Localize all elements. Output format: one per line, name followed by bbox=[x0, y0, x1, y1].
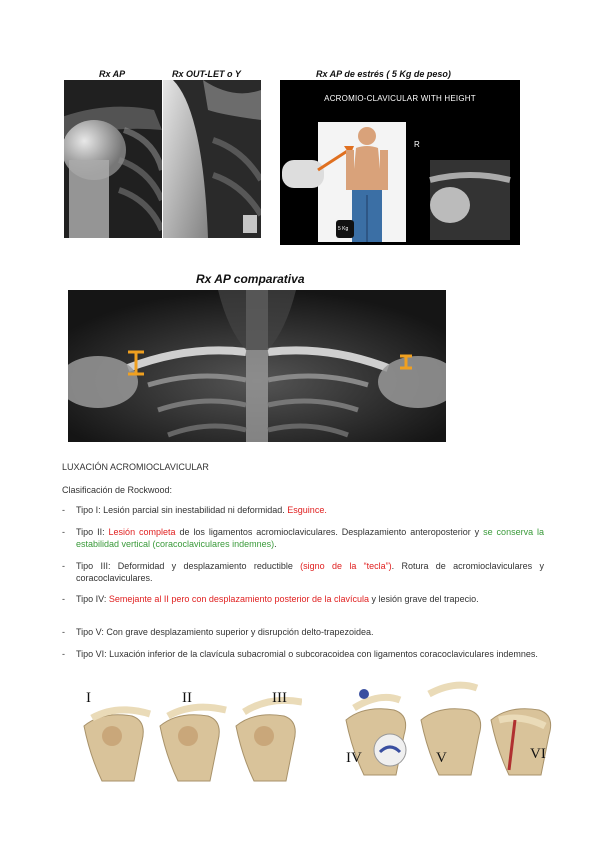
stress-side-marker: R bbox=[414, 140, 420, 149]
caption-rx-ap: Rx AP bbox=[99, 69, 126, 79]
weight-label: 5 Kg bbox=[338, 226, 349, 232]
diagram-label-iii: III bbox=[272, 690, 287, 706]
stress-figure-drawing bbox=[280, 80, 520, 245]
type-i-item: - Tipo I: Lesión parcial sin inestabilidad ni deformidad. Esguince. bbox=[62, 505, 327, 515]
classification-intro: Clasificación de Rockwood: bbox=[62, 485, 173, 495]
caption-rx-stress: Rx AP de estrés ( 5 Kg de peso) bbox=[316, 69, 451, 79]
xray-ap-drawing bbox=[64, 80, 162, 238]
xray-ap-image bbox=[64, 80, 162, 238]
type-iii-item: - Tipo III: Deformidad y desplazamiento reductible (signo de la “tecla”). Rotura de acromioclaviculares y coracoclaviculares. bbox=[62, 561, 544, 583]
type-ii-item: - Tipo II: Lesión completa de los ligamentos acromioclaviculares. Desplazamiento anteroposterior y se conserva la estabilidad vertical (coracoclaviculares indemnes). bbox=[62, 527, 545, 549]
stress-panel-title: ACROMIO-CLAVICULAR WITH HEIGHT bbox=[324, 94, 476, 103]
shoulder-diagrams-iv-vi bbox=[340, 680, 555, 788]
xray-tube-icon bbox=[282, 160, 324, 188]
diagram-label-iv: IV bbox=[346, 750, 362, 766]
xray-comparativa-drawing bbox=[68, 290, 446, 442]
caption-rx-comparativa: Rx AP comparativa bbox=[196, 272, 305, 286]
caption-rx-outlet: Rx OUT-LET o Y bbox=[172, 69, 241, 79]
xray-comparativa-image bbox=[68, 290, 446, 442]
type-iv-item: - Tipo IV: Semejante al II pero con desplazamiento posterior de la clavícula y lesión grave del trapecio. bbox=[62, 594, 479, 604]
xray-outlet-drawing bbox=[163, 80, 261, 238]
section-title: LUXACIÓN ACROMIOCLAVICULAR bbox=[62, 462, 209, 472]
diagram-label-vi: VI bbox=[530, 746, 546, 762]
xray-outlet-image bbox=[163, 80, 261, 238]
type-vi-item: - Tipo VI: Luxación inferior de la clavícula subacromial o subcoracoidea con ligamentos coracoclaviculares indemnes. bbox=[62, 649, 538, 659]
rockwood-diagrams-right bbox=[340, 680, 555, 788]
diagram-label-ii: II bbox=[182, 690, 192, 706]
diagram-label-i: I bbox=[86, 690, 91, 706]
diagram-label-v: V bbox=[436, 750, 447, 766]
stress-xray-panel bbox=[280, 80, 520, 245]
type-v-item: - Tipo V: Con grave desplazamiento superior y disrupción delto-trapezoidea. bbox=[62, 627, 374, 637]
rockwood-diagrams-left bbox=[72, 686, 302, 786]
